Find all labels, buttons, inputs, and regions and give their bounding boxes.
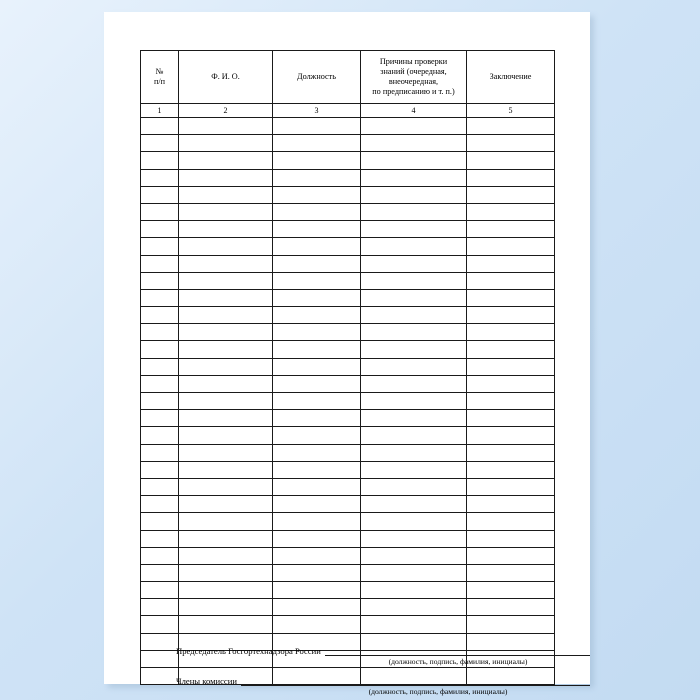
column-number-2: 2 (179, 104, 273, 118)
column-number-4: 4 (361, 104, 467, 118)
table-row (141, 272, 555, 289)
cell-reason[interactable] (361, 324, 467, 341)
cell-number[interactable] (141, 272, 179, 289)
cell-conclusion[interactable] (467, 324, 555, 341)
cell-conclusion[interactable] (467, 496, 555, 513)
column-header-number-line-2: п/п (153, 77, 166, 86)
cell-fullname[interactable] (179, 307, 273, 324)
cell-conclusion[interactable] (467, 599, 555, 616)
cell-conclusion[interactable] (467, 582, 555, 599)
cell-number[interactable] (141, 427, 179, 444)
cell-fullname[interactable] (179, 444, 273, 461)
column-header-conclusion (467, 51, 555, 104)
cell-reason[interactable] (361, 547, 467, 564)
cell-fullname[interactable] (179, 221, 273, 238)
cell-reason[interactable] (361, 221, 467, 238)
table-row (141, 341, 555, 358)
cell-position[interactable] (273, 118, 361, 135)
cell-reason[interactable] (361, 169, 467, 186)
cell-fullname[interactable] (179, 238, 273, 255)
cell-reason[interactable] (361, 238, 467, 255)
table-row (141, 358, 555, 375)
cell-position[interactable] (273, 324, 361, 341)
cell-fullname[interactable] (179, 272, 273, 289)
cell-position[interactable] (273, 547, 361, 564)
cell-number[interactable] (141, 393, 179, 410)
table-row (141, 221, 555, 238)
cell-reason[interactable] (361, 461, 467, 478)
column-number-5: 5 (467, 104, 555, 118)
table-row (141, 444, 555, 461)
table-row (141, 564, 555, 581)
table-row (141, 496, 555, 513)
cell-conclusion[interactable] (467, 478, 555, 495)
cell-position[interactable] (273, 203, 361, 220)
cell-number[interactable] (141, 478, 179, 495)
cell-conclusion[interactable] (467, 203, 555, 220)
cell-number[interactable] (141, 668, 179, 685)
table-header (141, 51, 555, 104)
cell-position[interactable] (273, 496, 361, 513)
cell-fullname[interactable] (179, 341, 273, 358)
cell-conclusion[interactable] (467, 513, 555, 530)
cell-conclusion[interactable] (467, 152, 555, 169)
cell-position[interactable] (273, 599, 361, 616)
table-row (141, 461, 555, 478)
cell-fullname[interactable] (179, 547, 273, 564)
table-row (141, 599, 555, 616)
cell-reason[interactable] (361, 582, 467, 599)
cell-conclusion[interactable] (467, 358, 555, 375)
table-body (141, 104, 555, 685)
cell-fullname[interactable] (179, 393, 273, 410)
table-row (141, 393, 555, 410)
cell-number[interactable] (141, 118, 179, 135)
cell-conclusion[interactable] (467, 461, 555, 478)
column-header-number-line-1: № (155, 66, 164, 76)
cell-position[interactable] (273, 152, 361, 169)
cell-position[interactable] (273, 341, 361, 358)
cell-conclusion[interactable] (467, 444, 555, 461)
table-row (141, 118, 555, 135)
cell-number[interactable] (141, 564, 179, 581)
cell-conclusion[interactable] (467, 272, 555, 289)
cell-position[interactable] (273, 375, 361, 392)
cell-fullname[interactable] (179, 582, 273, 599)
table-row (141, 186, 555, 203)
cell-position[interactable] (273, 135, 361, 152)
cell-conclusion[interactable] (467, 616, 555, 633)
table-row (141, 530, 555, 547)
cell-fullname[interactable] (179, 564, 273, 581)
cell-position[interactable] (273, 410, 361, 427)
cell-reason[interactable] (361, 341, 467, 358)
cell-fullname[interactable] (179, 496, 273, 513)
cell-number[interactable] (141, 582, 179, 599)
cell-fullname[interactable] (179, 203, 273, 220)
cell-position[interactable] (273, 564, 361, 581)
members-label: Члены комиссии (176, 676, 237, 686)
signature-footer (176, 646, 590, 696)
cell-position[interactable] (273, 186, 361, 203)
cell-reason[interactable] (361, 410, 467, 427)
cell-conclusion[interactable] (467, 169, 555, 186)
cell-position[interactable] (273, 393, 361, 410)
cell-position[interactable] (273, 358, 361, 375)
cell-number[interactable] (141, 169, 179, 186)
column-header-reason-line-4: по предписанию и т. п.) (372, 87, 455, 97)
cell-number[interactable] (141, 152, 179, 169)
cell-reason[interactable] (361, 599, 467, 616)
cell-position[interactable] (273, 289, 361, 306)
cell-number[interactable] (141, 358, 179, 375)
chairman-signature-field[interactable] (325, 646, 590, 656)
cell-number[interactable] (141, 186, 179, 203)
cell-reason[interactable] (361, 307, 467, 324)
cell-position[interactable] (273, 169, 361, 186)
cell-fullname[interactable] (179, 358, 273, 375)
cell-conclusion[interactable] (467, 427, 555, 444)
table-row (141, 616, 555, 633)
cell-reason[interactable] (361, 564, 467, 581)
cell-number[interactable] (141, 307, 179, 324)
cell-number[interactable] (141, 461, 179, 478)
cell-reason[interactable] (361, 513, 467, 530)
cell-position[interactable] (273, 530, 361, 547)
column-header-position-line-1: Должность (297, 71, 336, 81)
table-row (141, 169, 555, 186)
cell-position[interactable] (273, 444, 361, 461)
cell-position[interactable] (273, 461, 361, 478)
table-row (141, 410, 555, 427)
cell-reason[interactable] (361, 152, 467, 169)
column-number-3: 3 (273, 104, 361, 118)
cell-number[interactable] (141, 547, 179, 564)
cell-number[interactable] (141, 530, 179, 547)
cell-position[interactable] (273, 427, 361, 444)
table-row (141, 203, 555, 220)
members-signature-field[interactable] (241, 676, 590, 686)
cell-fullname[interactable] (179, 410, 273, 427)
cell-number[interactable] (141, 513, 179, 530)
document-page (104, 12, 590, 696)
cell-conclusion[interactable] (467, 307, 555, 324)
cell-fullname[interactable] (179, 118, 273, 135)
cell-conclusion[interactable] (467, 375, 555, 392)
table-row (141, 289, 555, 306)
cell-fullname[interactable] (179, 616, 273, 633)
table-row (141, 513, 555, 530)
table-row (141, 375, 555, 392)
cell-number[interactable] (141, 203, 179, 220)
header-row (141, 51, 555, 104)
cell-reason[interactable] (361, 186, 467, 203)
table-row (141, 427, 555, 444)
cell-reason[interactable] (361, 444, 467, 461)
cell-reason[interactable] (361, 530, 467, 547)
cell-number[interactable] (141, 410, 179, 427)
cell-conclusion[interactable] (467, 238, 555, 255)
cell-reason[interactable] (361, 375, 467, 392)
cell-position[interactable] (273, 616, 361, 633)
cell-fullname[interactable] (179, 599, 273, 616)
cell-reason[interactable] (361, 203, 467, 220)
cell-number[interactable] (141, 616, 179, 633)
cell-number[interactable] (141, 255, 179, 272)
members-line (176, 676, 590, 686)
cell-number[interactable] (141, 599, 179, 616)
cell-fullname[interactable] (179, 135, 273, 152)
column-header-reason-line-1: Причины проверки (379, 56, 448, 66)
column-header-position (273, 51, 361, 104)
table-row (141, 324, 555, 341)
column-header-conclusion-line-1: Заключение (489, 71, 532, 81)
column-header-reason-line-3: внеочередная, (388, 77, 439, 86)
column-header-fullname (179, 51, 273, 104)
cell-reason[interactable] (361, 427, 467, 444)
cell-conclusion[interactable] (467, 530, 555, 547)
chairman-label: Председатель Госгортехнадзора России (176, 646, 321, 656)
cell-fullname[interactable] (179, 186, 273, 203)
cell-reason[interactable] (361, 496, 467, 513)
cell-conclusion[interactable] (467, 341, 555, 358)
table-row (141, 478, 555, 495)
cell-number[interactable] (141, 444, 179, 461)
cell-number[interactable] (141, 341, 179, 358)
cell-number[interactable] (141, 324, 179, 341)
cell-number[interactable] (141, 633, 179, 650)
cell-reason[interactable] (361, 118, 467, 135)
cell-conclusion[interactable] (467, 221, 555, 238)
cell-reason[interactable] (361, 616, 467, 633)
cell-position[interactable] (273, 221, 361, 238)
cell-position[interactable] (273, 513, 361, 530)
cell-fullname[interactable] (179, 427, 273, 444)
cell-number[interactable] (141, 496, 179, 513)
cell-conclusion[interactable] (467, 393, 555, 410)
cell-conclusion[interactable] (467, 289, 555, 306)
cell-reason[interactable] (361, 358, 467, 375)
cell-reason[interactable] (361, 135, 467, 152)
cell-fullname[interactable] (179, 461, 273, 478)
footer-gap (176, 666, 590, 676)
cell-reason[interactable] (361, 255, 467, 272)
cell-position[interactable] (273, 255, 361, 272)
cell-fullname[interactable] (179, 375, 273, 392)
column-header-reason (361, 51, 467, 104)
cell-number[interactable] (141, 238, 179, 255)
sheet-content (140, 50, 554, 696)
column-number-row (141, 104, 555, 118)
knowledge-check-table (140, 50, 555, 685)
chairman-caption: (должность, подпись, фамилия, инициалы) (388, 657, 528, 666)
cell-reason[interactable] (361, 478, 467, 495)
table-row (141, 255, 555, 272)
table-row (141, 547, 555, 564)
cell-reason[interactable] (361, 289, 467, 306)
cell-fullname[interactable] (179, 255, 273, 272)
cell-position[interactable] (273, 478, 361, 495)
cell-fullname[interactable] (179, 169, 273, 186)
cell-number[interactable] (141, 135, 179, 152)
cell-number[interactable] (141, 375, 179, 392)
cell-position[interactable] (273, 272, 361, 289)
cell-fullname[interactable] (179, 152, 273, 169)
cell-number[interactable] (141, 650, 179, 667)
column-header-number (141, 51, 179, 104)
cell-position[interactable] (273, 582, 361, 599)
table-row (141, 238, 555, 255)
table-row (141, 135, 555, 152)
table-row (141, 152, 555, 169)
cell-number[interactable] (141, 221, 179, 238)
cell-fullname[interactable] (179, 289, 273, 306)
column-header-reason-line-2: знаний (очередная, (380, 66, 447, 76)
table-row (141, 582, 555, 599)
cell-fullname[interactable] (179, 513, 273, 530)
column-number-1: 1 (141, 104, 179, 118)
cell-conclusion[interactable] (467, 118, 555, 135)
cell-position[interactable] (273, 307, 361, 324)
members-caption: (должность, подпись, фамилия, инициалы) (368, 687, 508, 696)
cell-fullname[interactable] (179, 530, 273, 547)
cell-fullname[interactable] (179, 478, 273, 495)
cell-conclusion[interactable] (467, 410, 555, 427)
cell-position[interactable] (273, 238, 361, 255)
cell-conclusion[interactable] (467, 547, 555, 564)
cell-reason[interactable] (361, 272, 467, 289)
column-header-fullname-line-1: Ф. И. О. (211, 71, 240, 81)
cell-number[interactable] (141, 289, 179, 306)
cell-fullname[interactable] (179, 324, 273, 341)
chairman-line (176, 646, 590, 656)
cell-conclusion[interactable] (467, 255, 555, 272)
cell-reason[interactable] (361, 393, 467, 410)
cell-conclusion[interactable] (467, 564, 555, 581)
table-row (141, 307, 555, 324)
cell-conclusion[interactable] (467, 135, 555, 152)
cell-conclusion[interactable] (467, 186, 555, 203)
